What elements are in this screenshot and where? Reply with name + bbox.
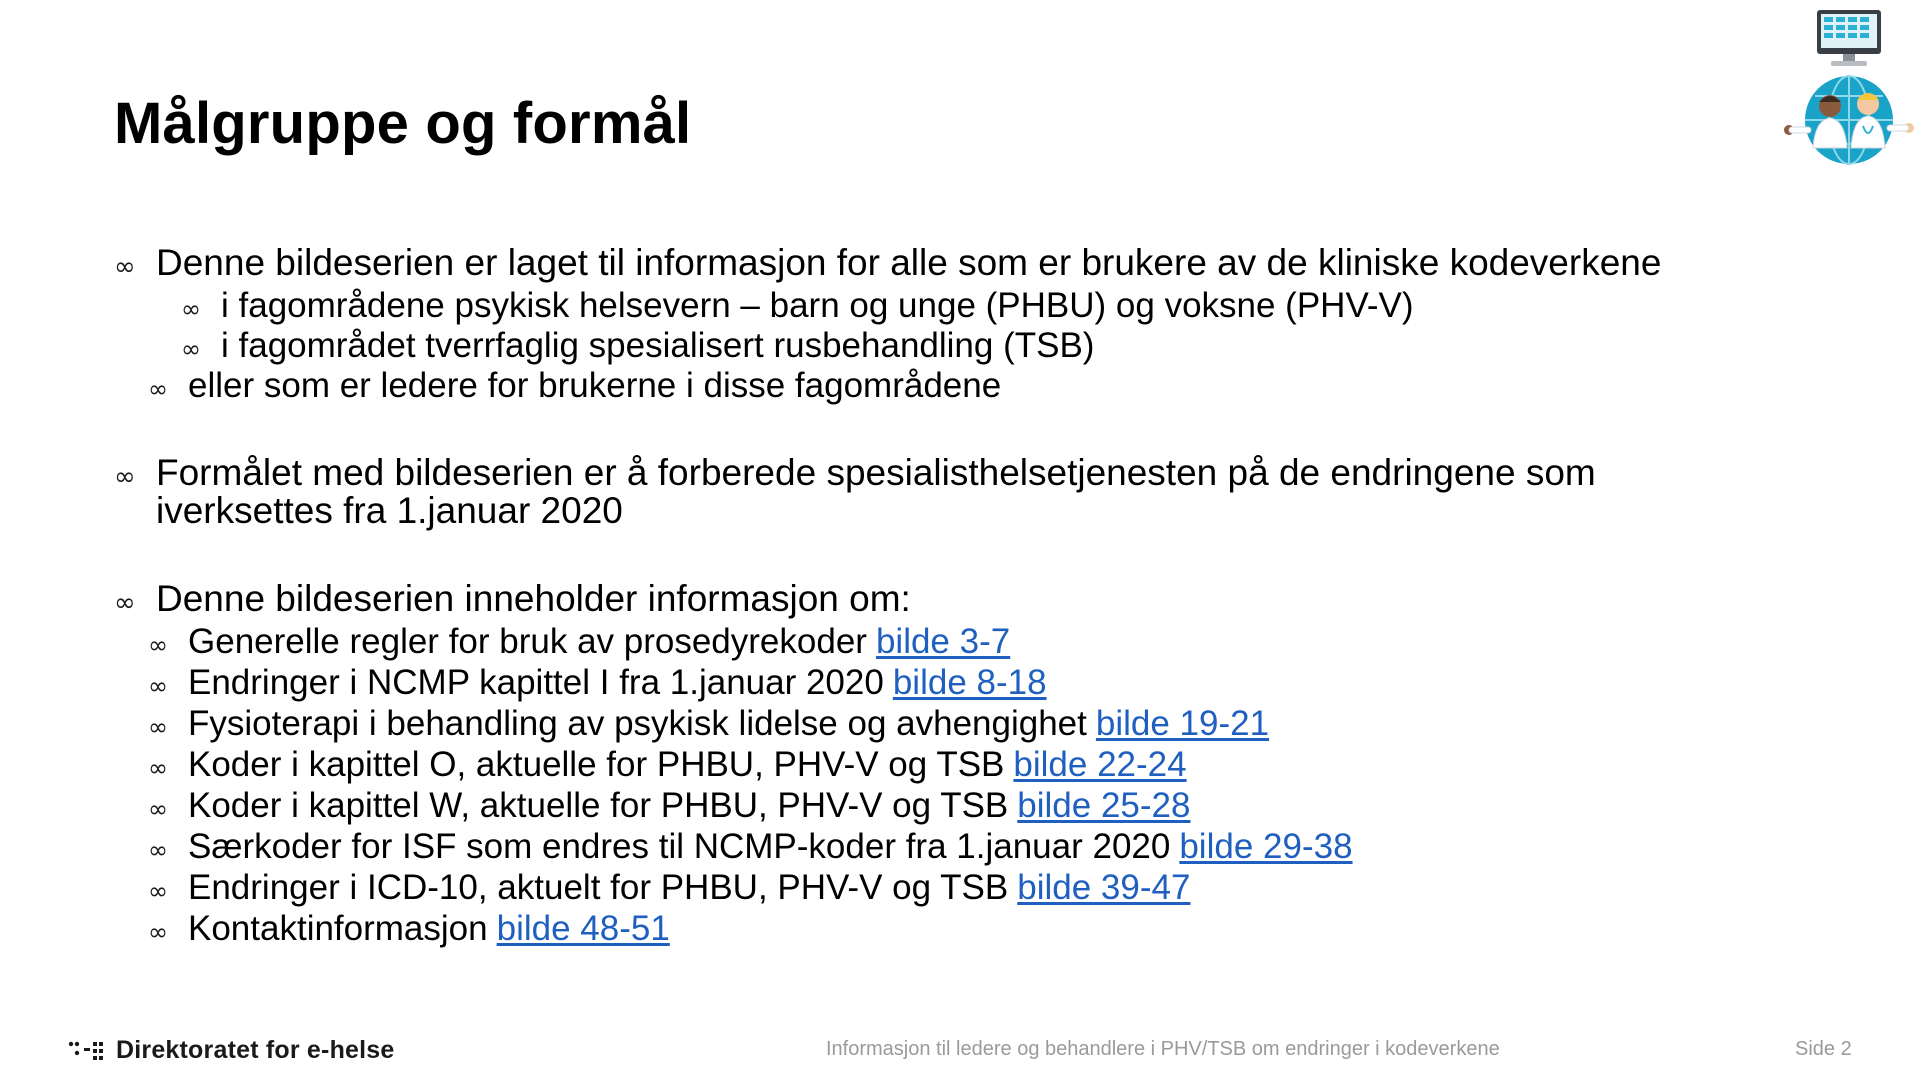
list-item-text: Koder i kapittel O, aktuelle for PHBU, PHV-V og TSB [188, 745, 1005, 784]
bullet-icon: ∞ [181, 295, 199, 323]
slide-link[interactable]: bilde 3-7 [875, 622, 1011, 661]
bullet-icon: ∞ [148, 795, 166, 823]
footer-caption: Informasjon til ledere og behandlere i PHV/TSB om endringer i kodeverkene [826, 1038, 1500, 1060]
list-item-text: Koder i kapittel W, aktuelle for PHBU, PHV-V og TSB [188, 786, 1009, 825]
direktoratet-logo-icon [68, 1039, 106, 1063]
bullet-icon: ∞ [181, 335, 199, 363]
page-number: Side 2 [1795, 1038, 1852, 1060]
bullet-icon: ∞ [148, 836, 166, 864]
list-item-text: Endringer i NCMP kapittel I fra 1.januar 2020 [188, 663, 884, 702]
list-item [148, 909, 670, 949]
list-item-text: Særkoder for ISF som endres til NCMP-koder fra 1.januar 2020 [188, 827, 1171, 866]
list-item [148, 827, 1353, 867]
list-item-text: Endringer i ICD-10, aktuelt for PHBU, PHV-V og TSB [188, 868, 1009, 907]
bullet-text: Denne bildeserien er laget til informasjon for alle som er brukere av de kliniske kodeverkene [156, 242, 1662, 283]
bullet-item-level1 [114, 578, 911, 620]
bullet-text: iverksettes fra 1.januar 2020 [156, 490, 623, 531]
bullet-item-level1 [114, 242, 1661, 284]
slide-link[interactable]: bilde 19-21 [1095, 704, 1270, 743]
list-item [148, 786, 1190, 826]
footer-logo [68, 1036, 395, 1065]
bullet-item-level2 [148, 366, 1001, 406]
slide-link[interactable]: bilde 25-28 [1017, 786, 1191, 825]
bullet-text: i fagområdet tverrfaglig spesialisert rusbehandling (TSB) [221, 326, 1095, 365]
bullet-icon: ∞ [114, 588, 134, 618]
list-item [148, 704, 1269, 744]
bullet-item-level1 [114, 452, 1596, 494]
bullet-icon: ∞ [114, 252, 134, 282]
list-item-text: Fysioterapi i behandling av psykisk lidelse og avhengighet [188, 704, 1087, 743]
slide-link[interactable]: bilde 39-47 [1017, 868, 1191, 907]
bullet-continuation [156, 490, 623, 532]
list-item-text: Kontaktinformasjon [188, 909, 488, 948]
bullet-icon: ∞ [148, 754, 166, 782]
slide-link[interactable]: bilde 22-24 [1013, 745, 1187, 784]
list-item-text: Generelle regler for bruk av prosedyrekoder [188, 622, 867, 661]
list-item [148, 868, 1190, 908]
bullet-text: eller som er ledere for brukerne i disse fagområdene [188, 366, 1002, 405]
list-item [148, 622, 1010, 662]
page-title: Målgruppe og formål [114, 91, 692, 156]
slide-link[interactable]: bilde 48-51 [496, 909, 670, 948]
bullet-item-level3 [181, 326, 1094, 366]
bullet-item-level3 [181, 286, 1414, 326]
list-item [148, 663, 1047, 703]
list-item [148, 745, 1187, 785]
bullet-text: Formålet med bildeserien er å forberede spesialisthelsetjenesten på de endringene som [156, 452, 1596, 493]
bullet-icon: ∞ [148, 631, 166, 659]
bullet-icon: ∞ [148, 375, 166, 403]
footer-logo-text: Direktoratet for e-helse [116, 1036, 395, 1064]
bullet-text: Denne bildeserien inneholder informasjon om: [156, 578, 911, 619]
bullet-icon: ∞ [148, 877, 166, 905]
bullet-text: i fagområdene psykisk helsevern – barn og unge (PHBU) og voksne (PHV-V) [221, 286, 1414, 325]
bullet-icon: ∞ [148, 672, 166, 700]
slide-link[interactable]: bilde 29-38 [1179, 827, 1353, 866]
bullet-icon: ∞ [148, 713, 166, 741]
slide-link[interactable]: bilde 8-18 [892, 663, 1047, 702]
bullet-icon: ∞ [148, 918, 166, 946]
bullet-icon: ∞ [114, 462, 134, 492]
